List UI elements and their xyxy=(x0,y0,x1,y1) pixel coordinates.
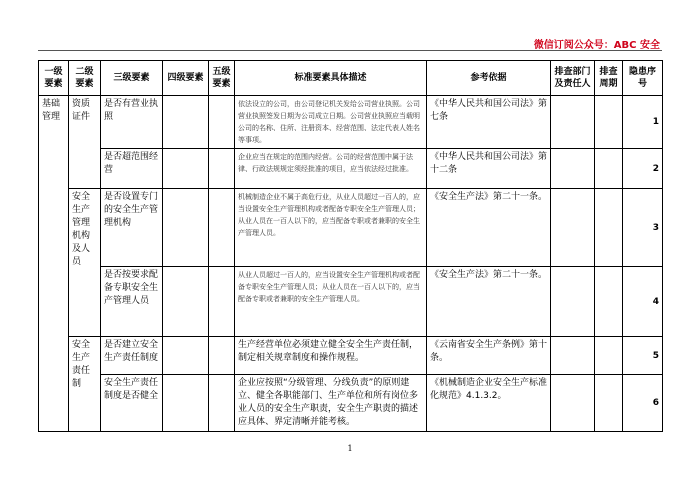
department-cell xyxy=(551,337,595,375)
level5-cell xyxy=(209,375,235,432)
level3-cell: 安全生产责任制度是否健全 xyxy=(101,375,163,432)
header-level1: 一级要素 xyxy=(39,61,69,96)
table-row xyxy=(39,375,663,432)
description-cell: 企业应当在规定的范围内经营。公司的经营范围中属于法律、行政法规规定须经批准的项目，应当依法经过批准。 xyxy=(235,149,427,189)
table-row xyxy=(39,267,663,337)
cycle-cell xyxy=(595,96,623,149)
cycle-cell xyxy=(595,337,623,375)
basis-cell: 《云南省安全生产条例》第十条。 xyxy=(427,337,551,375)
hazard-number: 3 xyxy=(623,189,663,267)
header-basis: 参考依据 xyxy=(427,61,551,96)
hazard-number: 6 xyxy=(623,375,663,432)
hazard-check-table xyxy=(38,60,663,432)
header-level3: 三级要素 xyxy=(101,61,163,96)
department-cell xyxy=(551,189,595,267)
table-row xyxy=(39,189,663,267)
hazard-number: 1 xyxy=(623,96,663,149)
level5-cell xyxy=(209,337,235,375)
level5-cell xyxy=(209,189,235,267)
level1-cell: 基础管理 xyxy=(39,96,69,432)
level4-cell xyxy=(163,267,209,337)
department-cell xyxy=(551,96,595,149)
level4-cell xyxy=(163,375,209,432)
header-level2: 二级要素 xyxy=(69,61,101,96)
description-cell: 生产经营单位必须建立健全安全生产责任制，制定相关规章制度和操作规程。 xyxy=(235,337,427,375)
basis-cell: 《中华人民共和国公司法》第十二条 xyxy=(427,149,551,189)
level3-cell: 是否有营业执照 xyxy=(101,96,163,149)
cycle-cell xyxy=(595,189,623,267)
level4-cell xyxy=(163,149,209,189)
level4-cell xyxy=(163,96,209,149)
table-row xyxy=(39,96,663,149)
watermark-text: 微信订阅公众号：ABC 安全 xyxy=(533,40,660,51)
level2-cell: 资质证件 xyxy=(69,96,101,189)
level3-cell: 是否超范围经营 xyxy=(101,149,163,189)
table-row xyxy=(39,149,663,189)
department-cell xyxy=(551,267,595,337)
header-description: 标准要素具体描述 xyxy=(235,61,427,96)
level5-cell xyxy=(209,96,235,149)
table-header-row xyxy=(39,61,663,96)
cycle-cell xyxy=(595,375,623,432)
table-row xyxy=(39,337,663,375)
level3-cell: 是否按要求配备专职安全生产管理人员 xyxy=(101,267,163,337)
hazard-number: 5 xyxy=(623,337,663,375)
header-level5: 五级要素 xyxy=(209,61,235,96)
description-cell: 企业应按照“分级管理、分线负责”的原则建立、健全各职能部门、生产单位和所有岗位多业人员的安全生产职责，安全生产职责的描述应具体、界定清晰并能考核。 xyxy=(235,375,427,432)
page-number: 1 xyxy=(347,444,353,453)
cycle-cell xyxy=(595,149,623,189)
header-cycle: 排查周期 xyxy=(595,61,623,96)
description-cell: 依法设立的公司，由公司登记机关发给公司营业执照。公司营业执照签发日期为公司成立日期。公司营业执照应当载明公司的名称、住所、注册资本、经营范围、法定代表人姓名等事项。 xyxy=(235,96,427,149)
description-cell: 机械制造企业不属于高危行业，从业人员超过一百人的，应当设置安全生产管理机构或者配备专职安全生产管理人员；从业人员在一百人以下的，应当配备专职或者兼职的安全生产管理人员。 xyxy=(235,189,427,267)
cycle-cell xyxy=(595,267,623,337)
hazard-number: 2 xyxy=(623,149,663,189)
level3-cell: 是否建立安全生产责任制度 xyxy=(101,337,163,375)
hazard-number: 4 xyxy=(623,267,663,337)
department-cell xyxy=(551,375,595,432)
level2-cell: 安全生产管理机构及人员 xyxy=(69,189,101,337)
level5-cell xyxy=(209,267,235,337)
description-cell: 从业人员超过一百人的，应当设置安全生产管理机构或者配备专职安全生产管理人员；从业人员在一百人以下的，应当配备专职或者兼职的安全生产管理人员。 xyxy=(235,267,427,337)
level4-cell xyxy=(163,189,209,267)
department-cell xyxy=(551,149,595,189)
basis-cell: 《安全生产法》第二十一条。 xyxy=(427,189,551,267)
basis-cell: 《中华人民共和国公司法》第七条 xyxy=(427,96,551,149)
level5-cell xyxy=(209,149,235,189)
header-department: 排查部门及责任人 xyxy=(551,61,595,96)
basis-cell: 《机械制造企业安全生产标准化规范》4.1.3.2。 xyxy=(427,375,551,432)
header-level4: 四级要素 xyxy=(163,61,209,96)
header-rule xyxy=(38,50,662,51)
header-hazard-no: 隐患序号 xyxy=(623,61,663,96)
level3-cell: 是否设置专门的安全生产管理机构 xyxy=(101,189,163,267)
level2-cell: 安全生产责任制 xyxy=(69,337,101,432)
basis-cell: 《安全生产法》第二十一条。 xyxy=(427,267,551,337)
level4-cell xyxy=(163,337,209,375)
